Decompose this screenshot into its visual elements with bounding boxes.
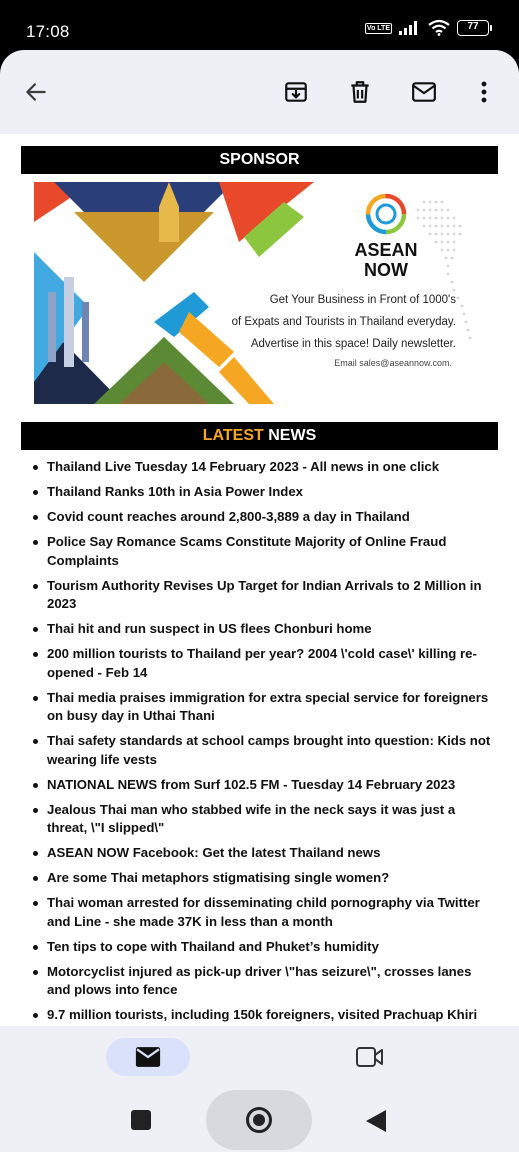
app-bar [0,50,519,134]
news-item[interactable]: Tourism Authority Revises Up Target for Indian Arrivals to 2 Million in 2023 [33,577,493,614]
mark-unread-button[interactable] [408,76,440,108]
delete-button[interactable] [344,76,376,108]
status-time: 17:08 [26,22,70,41]
ad-graphic [34,182,478,404]
ad-line-2: of Expats and Tourists in Thailand everyday. [231,316,456,328]
latest-news-header [21,422,498,450]
ad-line-1: Get Your Business in Front of 1000's [269,294,456,306]
ad-brand-line1: ASEAN [354,240,418,260]
news-item[interactable]: Ten tips to cope with Thailand and Phuket’s humidity [33,938,493,957]
delete-icon [347,79,373,105]
sponsor-ad-banner[interactable] [34,182,478,404]
bottom-nav [0,1026,519,1152]
news-item[interactable]: NATIONAL NEWS from Surf 102.5 FM - Tuesday 14 February 2023 [33,776,493,795]
ad-line-3: Advertise in this space! Daily newsletter. [250,338,456,350]
ad-brand-logo [346,240,426,280]
ad-brand-line2: NOW [364,260,408,280]
mail-tab-icon [134,1046,162,1068]
volte-icon: Vo LTE [366,24,390,32]
battery-icon: 77 [457,20,489,36]
news-list [33,458,493,1050]
news-item[interactable]: Thai safety standards at school camps brought into question: Kids not wearing life vests [33,732,493,769]
news-item[interactable]: Thailand Live Tuesday 14 February 2023 - All news in one click [33,458,493,477]
sponsor-header: SPONSOR [21,146,498,174]
news-item[interactable]: Thailand Ranks 10th in Asia Power Index [33,483,493,502]
cell-signal-icon [399,21,421,35]
home-button[interactable] [206,1090,312,1150]
status-bar [0,0,519,56]
mail-tab[interactable] [106,1038,190,1076]
more-options-button[interactable] [468,76,500,108]
status-icons [365,20,489,36]
archive-icon [283,79,309,105]
system-back-button[interactable] [366,1110,386,1132]
news-item[interactable]: Thai hit and run suspect in US flees Chonburi home [33,620,493,639]
news-item[interactable]: 9.7 million tourists, including 150k foreigners, visited Prachuap Khiri [33,1006,493,1043]
back-button[interactable] [20,76,52,108]
home-icon [246,1107,272,1133]
news-item[interactable]: 200 million tourists to Thailand per year? 2004 \'cold case\' killing re-opened - Feb 14 [33,645,493,682]
news-item[interactable]: Motorcyclist injured as pick-up driver \"has seizure\", crosses lanes and plows into fence [33,963,493,1000]
meet-tab[interactable] [350,1038,390,1076]
news-item[interactable]: Are some Thai metaphors stigmatising single women? [33,869,493,888]
archive-button[interactable] [280,76,312,108]
ad-email: Email sales@aseannow.com. [334,358,452,368]
wifi-icon [428,20,450,36]
news-item[interactable]: Thai woman arrested for disseminating child pornography via Twitter and Line - she made 37K in less than a month [33,894,493,931]
latest-news-rest: NEWS [268,427,317,444]
latest-news-accent: LATEST [202,427,264,444]
news-item[interactable]: Police Say Romance Scams Constitute Majority of Online Fraud Complaints [33,533,493,570]
news-item[interactable]: ASEAN NOW Facebook: Get the latest Thailand news [33,844,493,863]
news-item[interactable]: Covid count reaches around 2,800-3,889 a day in Thailand [33,508,493,527]
news-item[interactable]: Thai media praises immigration for extra special service for foreigners on busy day in Uthai Thani [33,689,493,726]
email-content[interactable] [0,134,519,1026]
mail-icon [410,79,438,105]
recents-button[interactable] [131,1110,151,1130]
news-item[interactable]: Jealous Thai man who stabbed wife in the neck says it was just a threat, \"I slipped\" [33,801,493,838]
more-vert-icon [472,79,496,105]
back-arrow-icon [23,79,49,105]
video-camera-icon [355,1046,385,1068]
